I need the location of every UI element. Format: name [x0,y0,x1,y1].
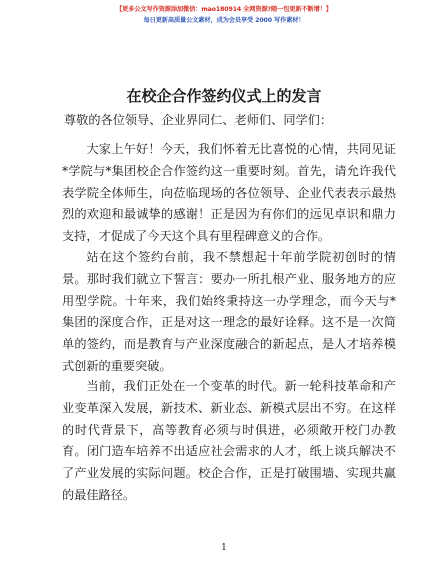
body-paragraph-1: 大家上午好！今天，我们怀着无比喜悦的心情，共同见证*学院与*集团校企合作签约这一重要时刻。首先，请允许我代表学院全体师生，向莅临现场的各位领导、企业代表表示最热烈的欢迎和最诚挚的感谢！正是因为有你们的远见卓识和鼎力支持，才促成了今天这个具有里程碑意义的合作。 [62,142,396,244]
page-number: 1 [221,543,227,553]
body-paragraph-3: 当前，我们正处在一个变革的时代。新一轮科技革命和产业变革深入发展，新技术、新业态、新模式层出不穷。在这样的时代背景下，高等教育必须与时俱进，必须敞开校门办教育。闭门造车培养不出适应社会需求的人才，纸上谈兵解决不了产业发展的实际问题。校企合作，正是打破围墙、实现共赢的最佳路径。 [62,379,396,502]
promo-banner-line-2: 每日更新高质量公文素材，成为会员享受 2000 写作素材！ [143,17,305,24]
salutation: 尊敬的各位领导、企业界同仁、老师们、同学们： [64,113,333,127]
document-title: 在校企合作签约仪式上的发言 [126,87,322,105]
body-paragraph-2: 站在这个签约台前，我不禁想起十年前学院初创时的情景。那时我们就立下誓言：要办一所扎根产业、服务地方的应用型学院。十年来，我们始终秉持这一办学理念，而今天与*集团的深度合作，正是对这一理念的最好诠释。这不是一次简单的签约，而是教育与产业深度融合的新起点，是人才培养模式创新的重要突破。 [62,250,396,373]
promo-banner-line-1: 【更多公文写作资源添加微信：mao180914 全网资源?随一包更新不断增！】 [116,6,332,13]
